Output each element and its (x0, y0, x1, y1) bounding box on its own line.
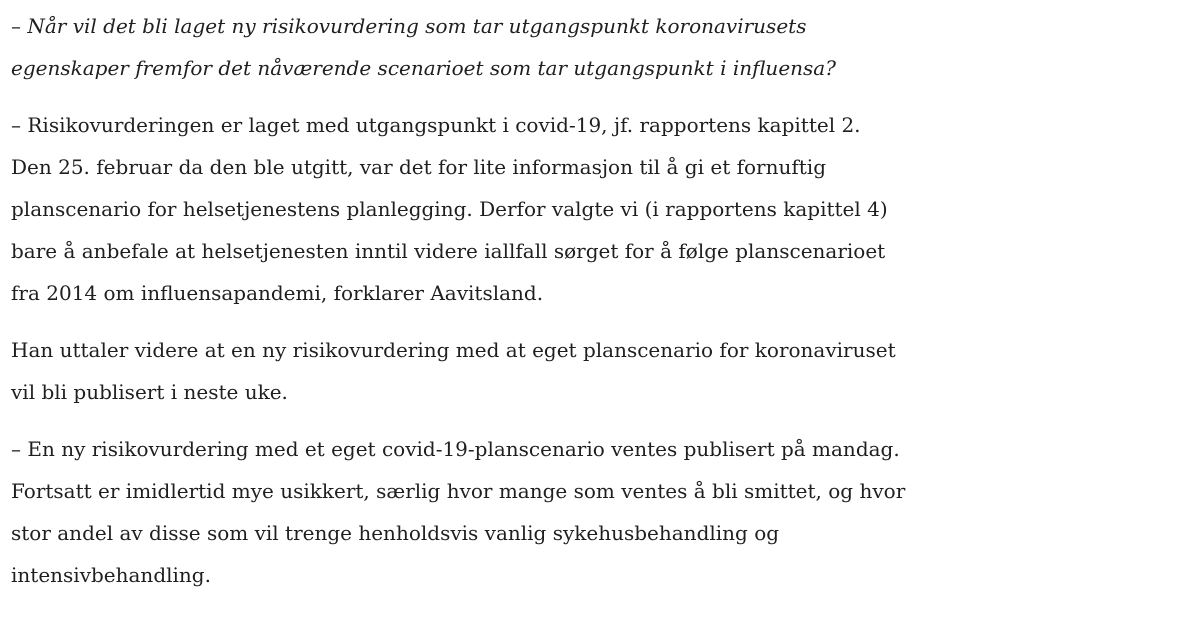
text-line: bare å anbefale at helsetjenesten inntil videre iallfall sørget for å følge planscenarioet (11, 239, 886, 263)
text-line: Den 25. februar da den ble utgitt, var det for lite informasjon til å gi et fornuftig (11, 155, 826, 179)
question-paragraph (11, 5, 1181, 89)
text-line: planscenario for helsetjenestens planlegging. Derfor valgte vi (i rapportens kapittel 4) (11, 197, 888, 221)
quote-paragraph (11, 428, 1181, 596)
text-line: vil bli publisert i neste uke. (11, 380, 288, 404)
text-line: Fortsatt er imidlertid mye usikkert, særlig hvor mange som ventes å bli smittet, og hvor (11, 479, 906, 503)
text-line: Han uttaler videre at en ny risikovurdering med at eget planscenario for koronaviruset (11, 338, 896, 362)
text-line: – Risikovurderingen er laget med utgangspunkt i covid-19, jf. rapportens kapittel 2. (11, 113, 861, 137)
body-paragraph (11, 329, 1181, 413)
text-line: intensivbehandling. (11, 563, 211, 587)
text-line: – En ny risikovurdering med et eget covid-19-planscenario ventes publisert på mandag. (11, 437, 900, 461)
text-line: fra 2014 om influensapandemi, forklarer Aavitsland. (11, 281, 544, 305)
text-line: egenskaper fremfor det nåværende scenarioet som tar utgangspunkt i influensa? (11, 56, 836, 80)
text-line: – Når vil det bli laget ny risikovurdering som tar utgangspunkt koronavirusets (11, 14, 807, 38)
article-body (11, 5, 1181, 611)
text-line: stor andel av disse som vil trenge henholdsvis vanlig sykehusbehandling og (11, 521, 780, 545)
answer-paragraph (11, 104, 1181, 314)
